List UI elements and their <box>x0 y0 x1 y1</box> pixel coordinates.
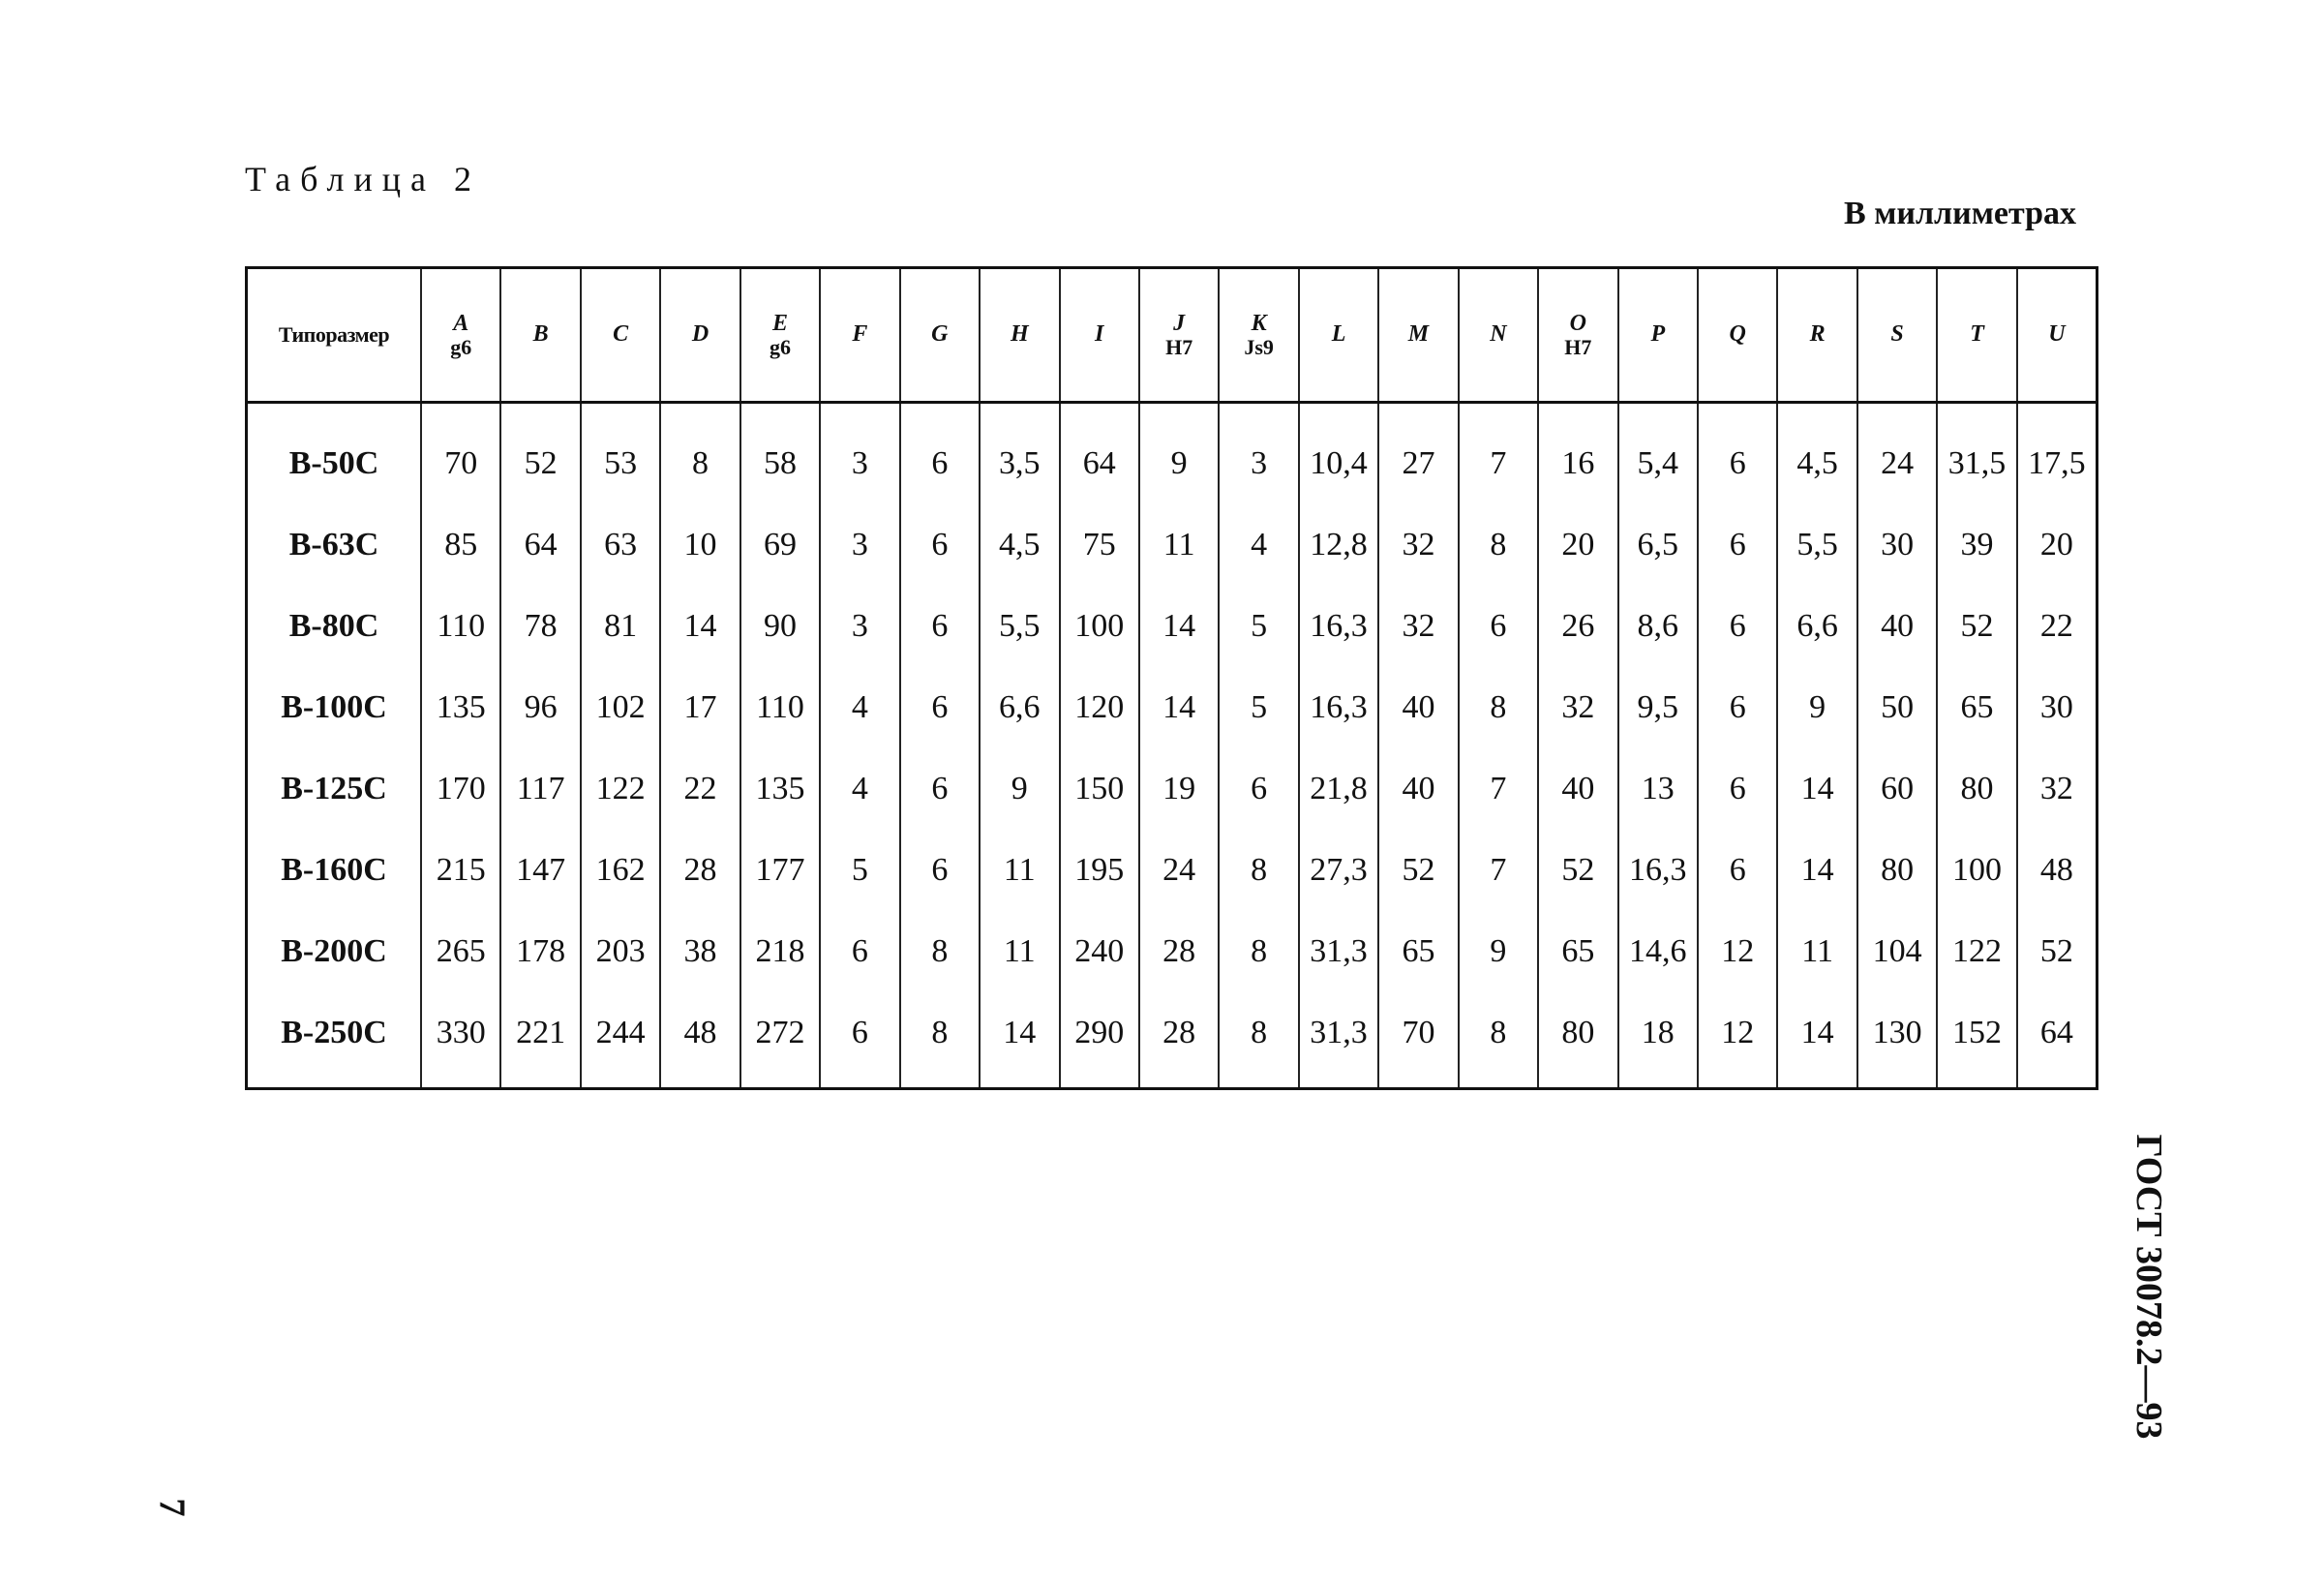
table-cell: 52 <box>1937 586 2016 667</box>
table-body <box>247 403 2098 1089</box>
table-cell: 7 <box>1459 830 1538 911</box>
table-cell: 244 <box>581 992 660 1089</box>
column-header-h <box>980 268 1059 403</box>
column-header-u <box>2017 268 2098 403</box>
table-cell: 19 <box>1139 748 1219 830</box>
table-cell: 6 <box>1698 403 1777 505</box>
table-cell: 80 <box>1937 748 2016 830</box>
row-size-name: B-200C <box>281 933 387 969</box>
row-size-name: B-100C <box>281 689 387 725</box>
table-cell: 9 <box>1459 911 1538 992</box>
table-cell: 28 <box>660 830 739 911</box>
column-header-a <box>421 268 500 403</box>
table-cell: 50 <box>1857 667 1937 748</box>
column-header-letter: L <box>1331 321 1346 348</box>
table-cell: 40 <box>1857 586 1937 667</box>
table-cell: 6,6 <box>1777 586 1856 667</box>
table-cell: 162 <box>581 830 660 911</box>
table-cell: 8 <box>1459 992 1538 1089</box>
table-cell: 120 <box>1060 667 1139 748</box>
column-header-k <box>1219 268 1298 403</box>
column-header-b <box>500 268 580 403</box>
table-cell: 14 <box>660 586 739 667</box>
table-cell: 17 <box>660 667 739 748</box>
table-row <box>247 748 2098 830</box>
table-row <box>247 911 2098 992</box>
table-cell: 4 <box>820 748 899 830</box>
table-cell: 13 <box>1618 748 1698 830</box>
table-cell: 16 <box>1538 403 1617 505</box>
table-cell: 78 <box>500 586 580 667</box>
table-cell: 64 <box>500 504 580 586</box>
table-cell: 6 <box>1698 667 1777 748</box>
table-cell: 6,6 <box>980 667 1059 748</box>
table-cell: 6 <box>1219 748 1298 830</box>
table-cell: 80 <box>1538 992 1617 1089</box>
table-cell: 4 <box>1219 504 1298 586</box>
table-row <box>247 403 2098 505</box>
table-cell: 48 <box>2017 830 2098 911</box>
table-cell: 100 <box>1937 830 2016 911</box>
standard-code: ГОСТ 30078.2—93 <box>2128 1134 2169 1440</box>
row-size-name: B-50C <box>288 445 379 481</box>
table-cell: 7 <box>1459 403 1538 505</box>
table-cell: 40 <box>1378 667 1458 748</box>
column-header-m <box>1378 268 1458 403</box>
table-cell: 27,3 <box>1299 830 1378 911</box>
table-cell: 6 <box>900 830 980 911</box>
row-size-name: B-125C <box>281 771 387 806</box>
column-header-label: Типоразмер <box>278 322 390 348</box>
table-cell: 17,5 <box>2017 403 2098 505</box>
table-cell: 215 <box>421 830 500 911</box>
table-cell: 40 <box>1538 748 1617 830</box>
table-cell: 24 <box>1857 403 1937 505</box>
table-row <box>247 830 2098 911</box>
table-cell: 218 <box>740 911 820 992</box>
table-cell: 40 <box>1378 748 1458 830</box>
table-cell: 4,5 <box>980 504 1059 586</box>
row-size-name: B-160C <box>281 852 387 888</box>
table-cell: 32 <box>1378 586 1458 667</box>
table-cell: 65 <box>1937 667 2016 748</box>
table-cell: 8 <box>1219 992 1298 1089</box>
column-header-letter: T <box>1970 321 1984 348</box>
table-row <box>247 504 2098 586</box>
table-cell: 110 <box>740 667 820 748</box>
table-cell: 6 <box>820 992 899 1089</box>
table-cell: 52 <box>500 403 580 505</box>
table-cell: 31,5 <box>1937 403 2016 505</box>
table-cell: 4,5 <box>1777 403 1856 505</box>
column-header-q <box>1698 268 1777 403</box>
table-cell: 8 <box>900 992 980 1089</box>
table-cell: 14,6 <box>1618 911 1698 992</box>
column-header-p <box>1618 268 1698 403</box>
table-cell: 152 <box>1937 992 2016 1089</box>
table-cell: 52 <box>1378 830 1458 911</box>
table-cell: 5,4 <box>1618 403 1698 505</box>
table-caption: Таблица 2 <box>245 160 481 198</box>
table-cell: 20 <box>1538 504 1617 586</box>
table-cell: 3 <box>820 586 899 667</box>
table-cell: 30 <box>1857 504 1937 586</box>
table-cell: 70 <box>421 403 500 505</box>
table-cell: 11 <box>980 830 1059 911</box>
table-cell: 6 <box>1698 830 1777 911</box>
column-header-letter: A <box>453 310 469 336</box>
table-cell: 8 <box>1459 667 1538 748</box>
table-cell: 52 <box>2017 911 2098 992</box>
table-cell: 8 <box>1219 830 1298 911</box>
column-header-n <box>1459 268 1538 403</box>
column-header-letter: R <box>1809 321 1826 348</box>
table-cell: 5 <box>1219 586 1298 667</box>
page-number: 7 <box>151 1498 193 1517</box>
column-header-f <box>820 268 899 403</box>
table-cell: 70 <box>1378 992 1458 1089</box>
table-cell: 20 <box>2017 504 2098 586</box>
table-cell: 24 <box>1139 830 1219 911</box>
table-cell: 265 <box>421 911 500 992</box>
table-cell: 6 <box>1698 504 1777 586</box>
table-cell: 14 <box>1139 667 1219 748</box>
table-cell: 170 <box>421 748 500 830</box>
column-header-d <box>660 268 739 403</box>
table-cell: 9 <box>1777 667 1856 748</box>
column-header-c <box>581 268 660 403</box>
table-cell: 28 <box>1139 992 1219 1089</box>
column-header-i <box>1060 268 1139 403</box>
table-header-row <box>247 268 2098 403</box>
table-cell: 16,3 <box>1299 586 1378 667</box>
row-size-name: B-63C <box>288 527 379 562</box>
table-row <box>247 667 2098 748</box>
table-cell: 14 <box>1777 992 1856 1089</box>
table-cell: 21,8 <box>1299 748 1378 830</box>
table-cell: 8,6 <box>1618 586 1698 667</box>
column-header-g <box>900 268 980 403</box>
column-header-letter: B <box>532 321 549 348</box>
column-header-j <box>1139 268 1219 403</box>
table-cell: 7 <box>1459 748 1538 830</box>
table-cell: 53 <box>581 403 660 505</box>
column-header-o <box>1538 268 1617 403</box>
table-cell: 10 <box>660 504 739 586</box>
table-cell: 9,5 <box>1618 667 1698 748</box>
table-cell: 3 <box>820 504 899 586</box>
table-cell: 32 <box>1538 667 1617 748</box>
table-cell: 110 <box>421 586 500 667</box>
table-cell: 14 <box>980 992 1059 1089</box>
table-cell: 4 <box>820 667 899 748</box>
table-cell: 5 <box>1219 667 1298 748</box>
table-cell: 8 <box>900 911 980 992</box>
column-header-e <box>740 268 820 403</box>
table-cell: 135 <box>421 667 500 748</box>
table-cell: 122 <box>581 748 660 830</box>
table-cell: 130 <box>1857 992 1937 1089</box>
table-cell: 9 <box>1139 403 1219 505</box>
column-header-letter: J <box>1173 310 1186 336</box>
table-cell: 64 <box>2017 992 2098 1089</box>
table-cell: 32 <box>2017 748 2098 830</box>
table-cell: 12 <box>1698 911 1777 992</box>
table-cell: 38 <box>660 911 739 992</box>
table-cell: 90 <box>740 586 820 667</box>
column-header-letter: H <box>1010 321 1029 348</box>
table-cell: 272 <box>740 992 820 1089</box>
table-cell: 12,8 <box>1299 504 1378 586</box>
table-cell: 330 <box>421 992 500 1089</box>
table-cell: 65 <box>1538 911 1617 992</box>
table-cell: 69 <box>740 504 820 586</box>
table-cell: 28 <box>1139 911 1219 992</box>
table-cell: 104 <box>1857 911 1937 992</box>
table-cell: 58 <box>740 403 820 505</box>
table-cell: 177 <box>740 830 820 911</box>
row-size-name: B-80C <box>288 608 379 644</box>
table-cell: 85 <box>421 504 500 586</box>
table-cell: 290 <box>1060 992 1139 1089</box>
table-cell: 30 <box>2017 667 2098 748</box>
column-header-letter: N <box>1490 321 1507 348</box>
table-cell: 64 <box>1060 403 1139 505</box>
column-header-letter: D <box>691 321 709 348</box>
table-cell: 135 <box>740 748 820 830</box>
table-cell: 14 <box>1139 586 1219 667</box>
table-cell: 32 <box>1378 504 1458 586</box>
column-header-letter: G <box>931 321 949 348</box>
table-cell: 48 <box>660 992 739 1089</box>
table-cell: 75 <box>1060 504 1139 586</box>
table-cell: 178 <box>500 911 580 992</box>
table-cell: 14 <box>1777 748 1856 830</box>
column-header-letter: O <box>1569 310 1587 336</box>
table-cell: 5,5 <box>1777 504 1856 586</box>
table-cell: 122 <box>1937 911 2016 992</box>
table-cell: 203 <box>581 911 660 992</box>
table-cell: 14 <box>1777 830 1856 911</box>
column-header-tolerance: H7 <box>1165 335 1193 360</box>
table-cell: 16,3 <box>1299 667 1378 748</box>
table-cell: 65 <box>1378 911 1458 992</box>
table-cell: 8 <box>1219 911 1298 992</box>
table-cell: 6 <box>900 667 980 748</box>
table-cell: 3 <box>820 403 899 505</box>
column-header-tolerance: Js9 <box>1244 335 1274 360</box>
table-cell: 6 <box>900 586 980 667</box>
table-cell: 3 <box>1219 403 1298 505</box>
table-cell: 27 <box>1378 403 1458 505</box>
table-row <box>247 586 2098 667</box>
dimensions-table <box>245 266 2098 1090</box>
table-cell: 63 <box>581 504 660 586</box>
column-header-letter: Q <box>1729 321 1746 348</box>
table-cell: 100 <box>1060 586 1139 667</box>
table-cell: 18 <box>1618 992 1698 1089</box>
table-cell: 102 <box>581 667 660 748</box>
column-header-letter: I <box>1095 321 1104 348</box>
column-header-s <box>1857 268 1937 403</box>
table-cell: 81 <box>581 586 660 667</box>
column-header-letter: M <box>1407 321 1430 348</box>
column-header-letter: E <box>771 310 788 336</box>
table-cell: 5 <box>820 830 899 911</box>
row-size-name: B-250C <box>281 1015 387 1050</box>
table-cell: 150 <box>1060 748 1139 830</box>
table-cell: 3,5 <box>980 403 1059 505</box>
table-cell: 8 <box>660 403 739 505</box>
table-cell: 6,5 <box>1618 504 1698 586</box>
table-cell: 80 <box>1857 830 1937 911</box>
table-cell: 22 <box>660 748 739 830</box>
table-cell: 96 <box>500 667 580 748</box>
column-header-letter: F <box>852 321 868 348</box>
table-cell: 31,3 <box>1299 992 1378 1089</box>
table-cell: 11 <box>980 911 1059 992</box>
table-cell: 6 <box>900 403 980 505</box>
column-header-r <box>1777 268 1856 403</box>
table-cell: 6 <box>1459 586 1538 667</box>
table-cell: 9 <box>980 748 1059 830</box>
column-header-t <box>1937 268 2016 403</box>
table-cell: 52 <box>1538 830 1617 911</box>
column-header-letter: K <box>1251 310 1267 336</box>
column-header-l <box>1299 268 1378 403</box>
table-cell: 11 <box>1139 504 1219 586</box>
table-cell: 10,4 <box>1299 403 1378 505</box>
column-header-size <box>247 268 422 403</box>
table-cell: 39 <box>1937 504 2016 586</box>
units-note: В миллиметрах <box>1844 196 2076 231</box>
table-cell: 6 <box>820 911 899 992</box>
table-cell: 22 <box>2017 586 2098 667</box>
column-header-letter: U <box>2048 321 2066 348</box>
column-header-tolerance: g6 <box>450 335 472 360</box>
column-header-tolerance: g6 <box>769 335 791 360</box>
table-cell: 6 <box>900 748 980 830</box>
table-cell: 221 <box>500 992 580 1089</box>
table-cell: 147 <box>500 830 580 911</box>
table-cell: 12 <box>1698 992 1777 1089</box>
column-header-letter: S <box>1890 321 1904 348</box>
table-cell: 117 <box>500 748 580 830</box>
table-row <box>247 992 2098 1089</box>
table-cell: 11 <box>1777 911 1856 992</box>
column-header-tolerance: H7 <box>1564 335 1592 360</box>
table-cell: 8 <box>1459 504 1538 586</box>
table-cell: 31,3 <box>1299 911 1378 992</box>
table-cell: 26 <box>1538 586 1617 667</box>
table-cell: 60 <box>1857 748 1937 830</box>
table-cell: 6 <box>1698 748 1777 830</box>
table-cell: 6 <box>1698 586 1777 667</box>
table-cell: 16,3 <box>1618 830 1698 911</box>
column-header-letter: C <box>613 321 629 348</box>
column-header-letter: P <box>1650 321 1666 348</box>
table-cell: 195 <box>1060 830 1139 911</box>
table-cell: 5,5 <box>980 586 1059 667</box>
table-cell: 240 <box>1060 911 1139 992</box>
table-cell: 6 <box>900 504 980 586</box>
